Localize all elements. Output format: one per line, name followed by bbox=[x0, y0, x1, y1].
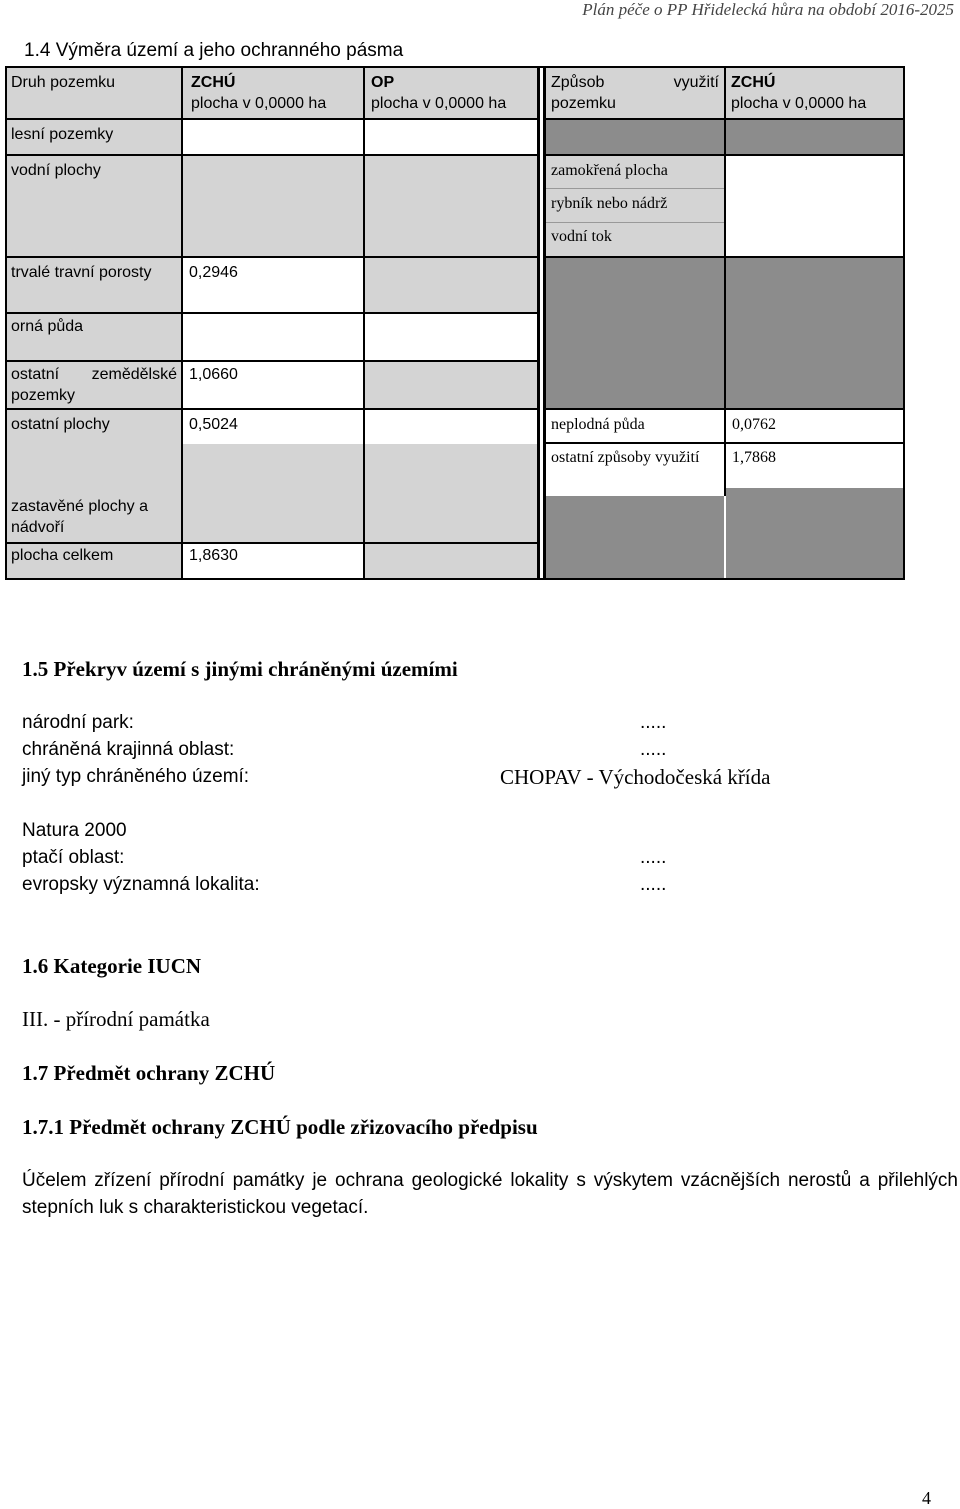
row-ostatni-plochy: ostatní plochy bbox=[11, 416, 110, 433]
right-neplodna-value: 0,0762 bbox=[732, 416, 776, 433]
col-header-druh: Druh pozemku bbox=[11, 74, 116, 91]
col-header-zchu: ZCHÚ bbox=[191, 74, 236, 91]
right-ostatni-zpusoby: ostatní způsoby využití bbox=[551, 449, 700, 466]
ptaci-value: ..... bbox=[640, 847, 667, 868]
page-header: Plán péče o PP Hřidelecká hůra na období 2016-2025 bbox=[582, 0, 954, 19]
np-value: ..... bbox=[640, 712, 667, 733]
evl-value: ..... bbox=[640, 874, 667, 895]
row-celkem: plocha celkem bbox=[11, 547, 114, 564]
chko-label: chráněná krajinná oblast: bbox=[22, 739, 235, 760]
section-title-1-7: 1.7 Předmět ochrany ZCHÚ bbox=[22, 1061, 276, 1085]
row-zastavene: zastavěné plochy a nádvoří bbox=[11, 498, 148, 536]
ptaci-label: ptačí oblast: bbox=[22, 847, 125, 868]
right-zamokrena: zamokřená plocha bbox=[551, 162, 668, 179]
row-ostatni-zem-value: 1,0660 bbox=[189, 366, 238, 383]
jiny-label: jiný typ chráněného území: bbox=[22, 766, 250, 787]
row-vodni: vodní plochy bbox=[11, 162, 101, 179]
chko-value: ..... bbox=[640, 739, 667, 760]
section-title-1-5: 1.5 Překryv území s jinými chráněnými územími bbox=[22, 657, 458, 681]
natura-label: Natura 2000 bbox=[22, 820, 127, 841]
row-lesni: lesní pozemky bbox=[11, 126, 114, 143]
protection-text: Účelem zřízení přírodní památky je ochrana geologické lokality s výskytem vzácnějších nerostů a přilehlých stepních luk s charakteristickou vegetací. bbox=[22, 1170, 958, 1218]
col-header-zchu2-sub: plocha v 0,0000 ha bbox=[731, 95, 867, 112]
area-table bbox=[5, 66, 905, 580]
jiny-value: CHOPAV - Východočeská křída bbox=[500, 765, 771, 789]
section-title-1-7-1: 1.7.1 Předmět ochrany ZCHÚ podle zřizovacího předpisu bbox=[22, 1115, 538, 1139]
col-header-zpusob: Způsob využití pozemku bbox=[551, 74, 719, 112]
iucn-value: III. - přírodní památka bbox=[22, 1007, 210, 1031]
right-neplodna: neplodná půda bbox=[551, 416, 645, 433]
col-header-zchu2: ZCHÚ bbox=[731, 74, 776, 91]
page-number: 4 bbox=[922, 1488, 931, 1508]
col-header-op-sub: plocha v 0,0000 ha bbox=[371, 95, 507, 112]
row-trvale: trvalé travní porosty bbox=[11, 264, 152, 281]
right-vodni-tok: vodní tok bbox=[551, 228, 612, 245]
np-label: národní park: bbox=[22, 712, 134, 733]
section-title-1-4: 1.4 Výměra území a jeho ochranného pásma bbox=[24, 40, 404, 61]
row-celkem-value: 1,8630 bbox=[189, 547, 238, 564]
row-ostatni-plochy-value: 0,5024 bbox=[189, 416, 238, 433]
section-title-1-6: 1.6 Kategorie IUCN bbox=[22, 954, 202, 978]
row-trvale-value: 0,2946 bbox=[189, 264, 238, 281]
row-ostatni-zem: ostatní zemědělské pozemky bbox=[11, 366, 177, 404]
col-header-op: OP bbox=[371, 74, 395, 91]
right-ostatni-zpusoby-value: 1,7868 bbox=[732, 449, 776, 466]
right-rybnik: rybník nebo nádrž bbox=[551, 195, 668, 212]
row-orna: orná půda bbox=[11, 318, 84, 335]
evl-label: evropsky významná lokalita: bbox=[22, 874, 260, 895]
col-header-zchu-sub: plocha v 0,0000 ha bbox=[191, 95, 327, 112]
